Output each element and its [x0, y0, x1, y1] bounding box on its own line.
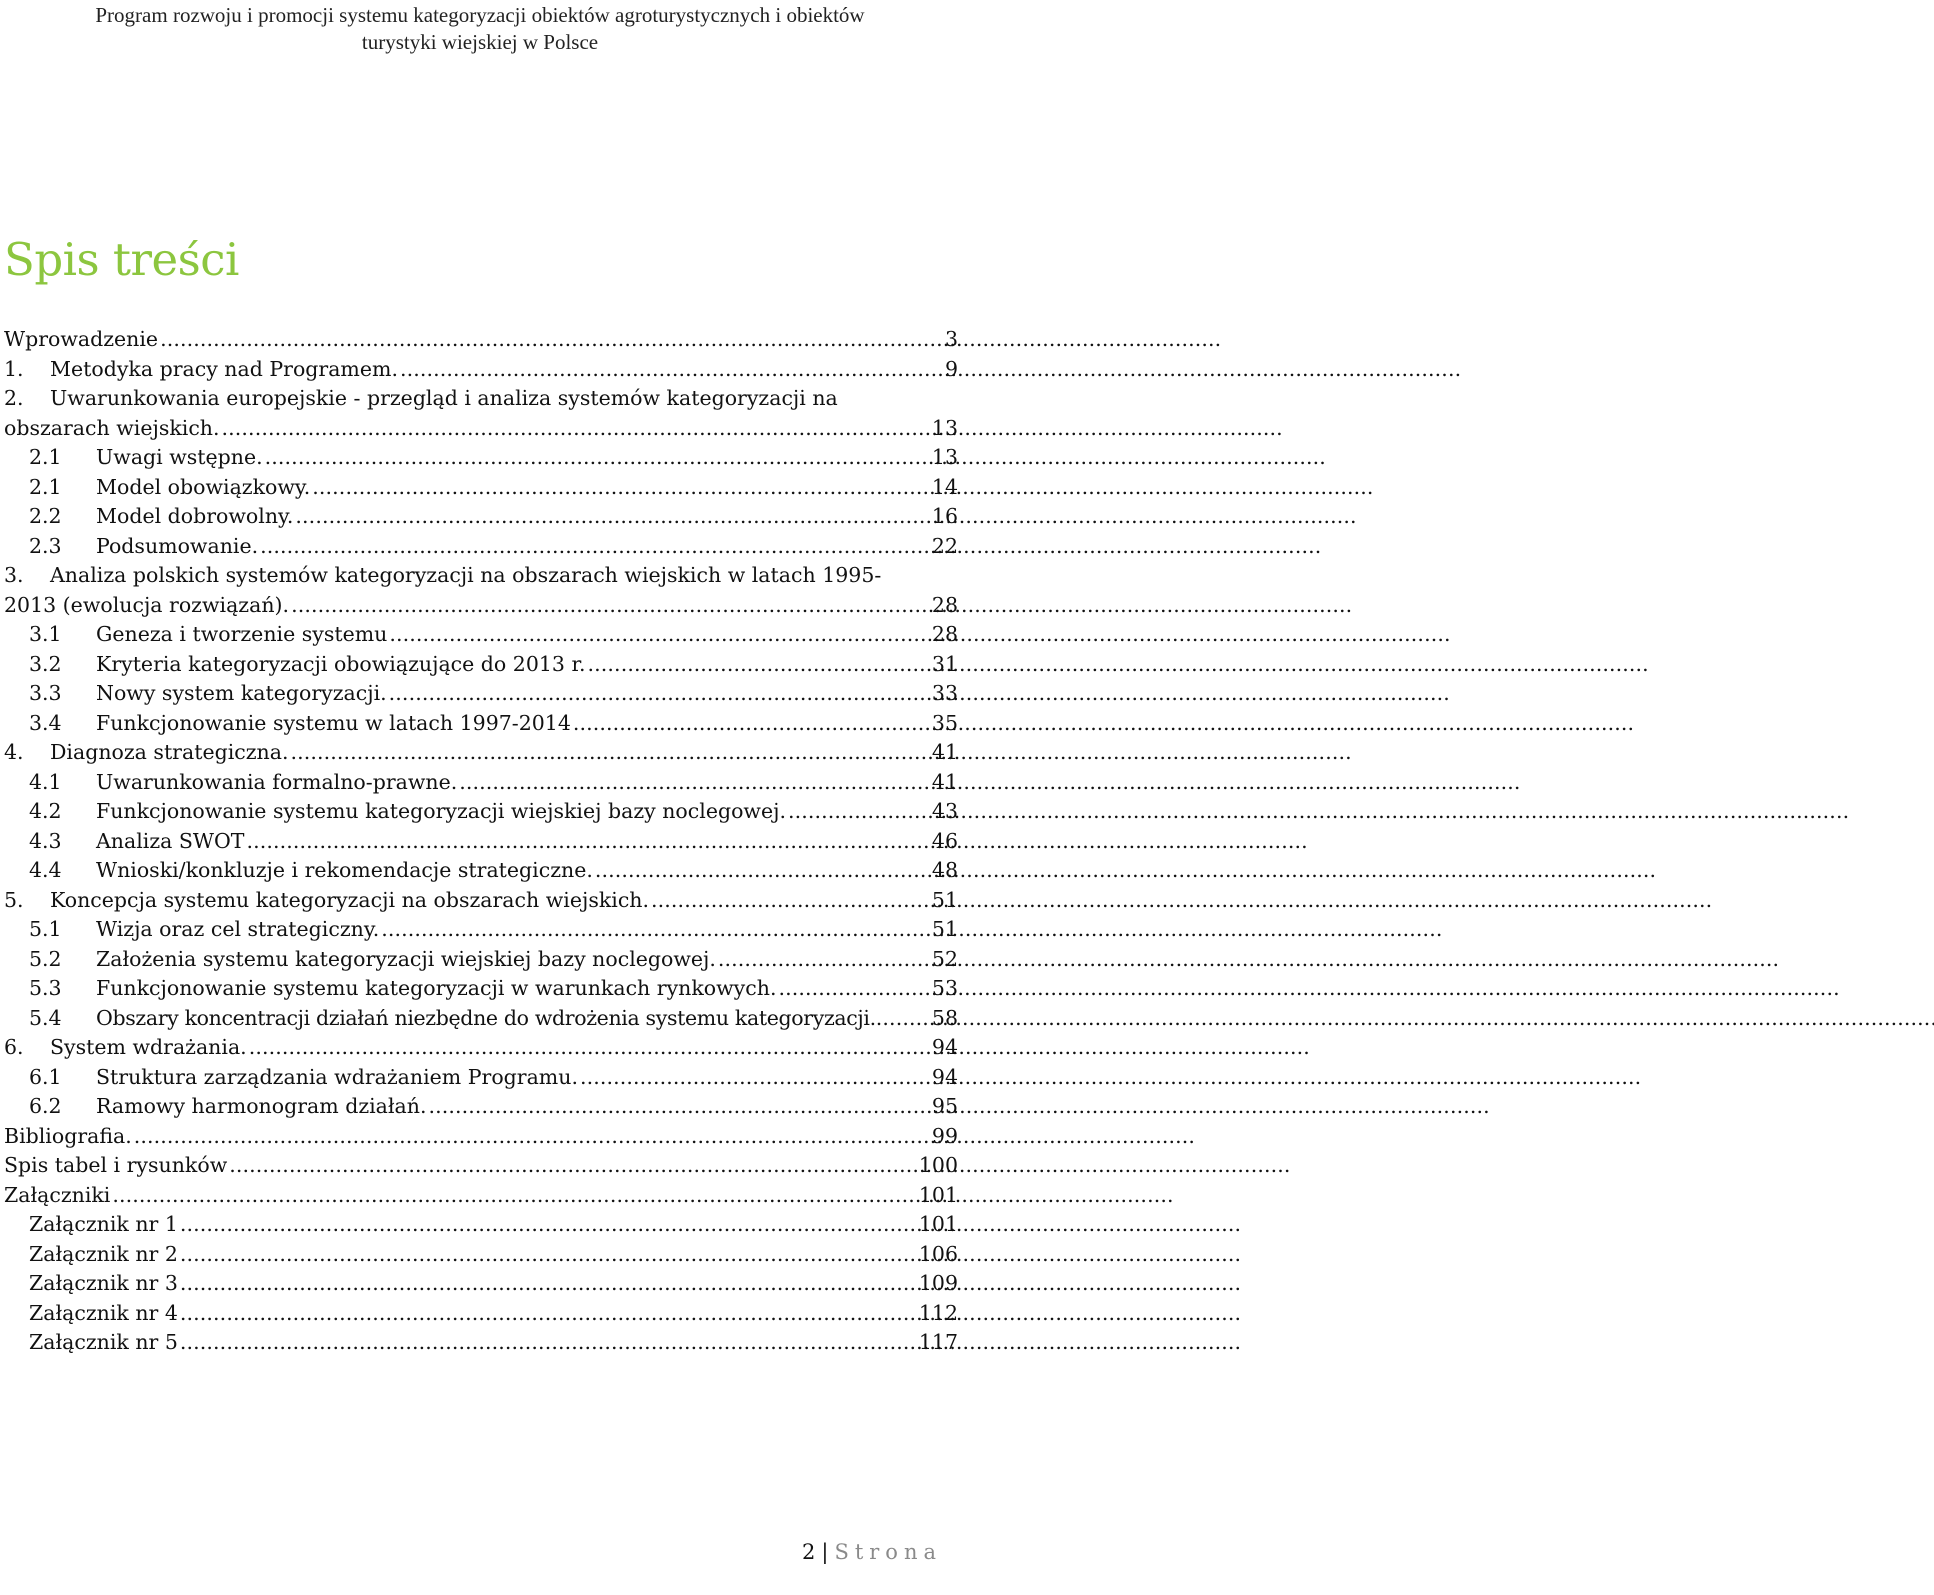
- toc-entry[interactable]: [4, 384, 958, 443]
- toc-dot-leader: [222, 414, 930, 444]
- toc-dot-leader: [295, 502, 929, 532]
- toc-entry-number: 4.1: [29, 769, 62, 794]
- toc-entry-number: 3.: [4, 563, 24, 587]
- toc-dot-leader: [718, 945, 930, 975]
- toc-entry-page: 95: [931, 1094, 958, 1118]
- toc-entry-text: Funkcjonowanie systemu w latach 1997-2014: [96, 710, 571, 735]
- toc-entry-text: Założenia systemu kategoryzacji wiejskiej bazy noclegowej.: [96, 946, 716, 971]
- toc-entry[interactable]: [4, 1210, 958, 1240]
- toc-entry-text: Model dobrowolny.: [96, 504, 294, 528]
- toc-entry[interactable]: [4, 915, 958, 945]
- toc-dot-leader: [180, 1328, 917, 1358]
- toc-dot-leader: [180, 1299, 917, 1329]
- toc-entry-page: 109: [918, 1271, 958, 1295]
- toc-entry-text: Załącznik nr 2: [29, 1241, 178, 1266]
- toc-entry-number: 6.2: [29, 1094, 62, 1118]
- toc-entry-text: Wizja oraz cel strategiczny.: [96, 917, 380, 941]
- toc-entry-text: Model obowiązkowy.: [96, 474, 311, 499]
- toc-entry[interactable]: [4, 1122, 958, 1152]
- toc-dot-leader: [290, 738, 929, 768]
- toc-dot-leader: [265, 443, 930, 473]
- toc-dot-leader: [180, 1240, 917, 1270]
- toc-entry[interactable]: [4, 709, 958, 739]
- toc-entry[interactable]: [4, 945, 958, 975]
- toc-entry[interactable]: [4, 532, 958, 562]
- page-footer: [802, 1536, 942, 1568]
- toc-entry-text: Analiza SWOT: [96, 828, 245, 853]
- toc-entry-text: Podsumowanie.: [96, 533, 259, 558]
- toc-dot-leader: [249, 1033, 930, 1063]
- toc-entry-text: Ramowy harmonogram działań.: [96, 1094, 427, 1118]
- toc-entry-text: Funkcjonowanie systemu kategoryzacji wiejskiej bazy noclegowej.: [96, 799, 786, 823]
- toc-entry-page: 28: [931, 592, 958, 617]
- toc-entry[interactable]: [4, 1033, 958, 1063]
- toc-entry-page: 31: [931, 651, 958, 676]
- toc-dot-leader: [459, 768, 930, 798]
- toc-entry-number: 3.3: [29, 681, 62, 705]
- toc-entry-page: 48: [931, 858, 958, 882]
- toc-entry-number: 2.2: [29, 504, 62, 528]
- toc-dot-leader: [778, 974, 929, 1004]
- toc-entry-text: Załącznik nr 4: [29, 1300, 178, 1325]
- toc-dot-leader: [160, 325, 943, 355]
- toc-entry-text: Spis tabel i rysunków: [4, 1153, 228, 1177]
- toc-entry[interactable]: [4, 1328, 958, 1358]
- toc-entry-page: 14: [931, 474, 958, 499]
- toc-entry[interactable]: [4, 561, 958, 620]
- toc-entry[interactable]: [4, 827, 958, 857]
- toc-dot-leader: [788, 797, 930, 827]
- toc-dot-leader: [389, 620, 930, 650]
- footer-page-label: Strona: [834, 1540, 942, 1564]
- toc-entry-number: 3.2: [29, 651, 62, 676]
- toc-entry-page: 58: [931, 1005, 958, 1030]
- toc-dot-leader: [180, 1269, 917, 1299]
- toc-entry-page: 101: [918, 1212, 958, 1236]
- toc-entry-text: Nowy system kategoryzacji.: [96, 681, 387, 705]
- toc-entry[interactable]: [4, 738, 958, 768]
- toc-entry-page: 13: [931, 415, 958, 440]
- toc-entry-number: 6.1: [29, 1064, 62, 1089]
- toc-entry-text: Diagnoza strategiczna.: [50, 740, 289, 764]
- table-of-contents: [4, 325, 958, 1358]
- toc-entry-page: 53: [931, 976, 958, 1000]
- running-header-line-2: turystyki wiejskiej w Polsce: [361, 30, 599, 54]
- toc-entry-number: 5.2: [29, 946, 62, 971]
- toc-entry-page: 35: [931, 710, 958, 735]
- toc-entry-page: 101: [918, 1182, 958, 1207]
- toc-entry-number: 3.1: [29, 622, 62, 646]
- toc-entry-page: 16: [931, 504, 958, 528]
- toc-dot-leader: [595, 856, 930, 886]
- toc-dot-leader: [573, 709, 930, 739]
- toc-entry-text: Geneza i tworzenie systemu: [96, 622, 388, 646]
- toc-entry-text: Funkcjonowanie systemu kategoryzacji w warunkach rynkowych.: [96, 976, 777, 1000]
- footer-page-number: 2: [801, 1540, 816, 1564]
- toc-entry-page: 46: [931, 828, 958, 853]
- toc-dot-leader: [876, 1004, 932, 1034]
- toc-dot-leader: [651, 886, 930, 916]
- toc-entry[interactable]: [4, 974, 958, 1004]
- toc-dot-leader: [112, 1181, 917, 1211]
- toc-entry-text: Uwagi wstępne.: [96, 445, 263, 469]
- toc-entry-page: 43: [931, 799, 958, 823]
- toc-entry[interactable]: [4, 620, 958, 650]
- toc-entry-text: Wprowadzenie: [4, 327, 159, 351]
- toc-entry-text: Załączniki: [4, 1182, 111, 1207]
- running-header: [0, 0, 960, 56]
- toc-entry-page: 3: [944, 327, 958, 351]
- toc-dot-leader: [229, 1151, 917, 1181]
- toc-entry-page: 33: [931, 681, 958, 705]
- toc-entry-text: Metodyka pracy nad Programem.: [50, 356, 398, 381]
- footer-separator: |: [821, 1540, 829, 1564]
- toc-entry[interactable]: [4, 679, 958, 709]
- toc-entry-text: Kryteria kategoryzacji obowiązujące do 2013 r.: [96, 651, 586, 676]
- toc-entry-page: 94: [931, 1064, 958, 1089]
- toc-entry-number: 2.1: [29, 474, 62, 499]
- toc-entry-number: 5.: [4, 887, 24, 912]
- toc-entry-number: 5.3: [29, 976, 62, 1000]
- running-header-line-1: Program rozwoju i promocji systemu kategoryzacji obiektów agroturystycznych i obiektów: [95, 3, 865, 27]
- toc-entry-number: 2.1: [29, 445, 62, 469]
- toc-entry[interactable]: [4, 856, 958, 886]
- toc-entry-page: 41: [931, 740, 958, 764]
- toc-entry-text-continued: 2013 (ewolucja rozwiązań).: [4, 592, 290, 617]
- toc-dot-leader: [246, 827, 929, 857]
- toc-entry-page: 41: [931, 769, 958, 794]
- toc-entry[interactable]: [4, 1004, 958, 1034]
- toc-entry[interactable]: [4, 473, 958, 503]
- toc-entry[interactable]: [4, 325, 958, 355]
- toc-entry-text: Wnioski/konkluzje i rekomendacje strategiczne.: [96, 858, 593, 882]
- toc-entry-page: 106: [918, 1241, 958, 1266]
- toc-dot-leader: [260, 532, 930, 562]
- toc-entry-number: 4.3: [29, 828, 62, 853]
- toc-entry[interactable]: [4, 1092, 958, 1122]
- toc-dot-leader: [429, 1092, 930, 1122]
- page-title: Spis treści: [4, 233, 239, 286]
- toc-dot-leader: [134, 1122, 930, 1152]
- toc-entry[interactable]: [4, 1063, 958, 1093]
- toc-entry[interactable]: [4, 1269, 958, 1299]
- toc-entry-number: 3.4: [29, 710, 62, 735]
- toc-entry-page: 9: [944, 356, 958, 381]
- toc-entry-number: 4.4: [29, 858, 62, 882]
- toc-entry-text: Uwarunkowania formalno-prawne.: [96, 769, 458, 794]
- toc-entry-text: Koncepcja systemu kategoryzacji na obszarach wiejskich.: [50, 887, 650, 912]
- toc-entry-page: 22: [931, 533, 958, 558]
- toc-entry[interactable]: [4, 1181, 958, 1211]
- toc-dot-leader: [381, 915, 930, 945]
- toc-entry-page: 51: [931, 887, 958, 912]
- toc-dot-leader: [312, 473, 930, 503]
- toc-entry-number: 2.: [4, 386, 24, 410]
- toc-dot-leader: [180, 1210, 917, 1240]
- toc-entry-number: 2.3: [29, 533, 62, 558]
- toc-entry-number: 1.: [4, 356, 24, 381]
- toc-entry-page: 100: [918, 1153, 958, 1177]
- toc-entry[interactable]: [4, 797, 958, 827]
- toc-entry-number: 4.: [4, 740, 24, 764]
- toc-entry-text: Załącznik nr 1: [29, 1212, 178, 1236]
- toc-entry-number: 4.2: [29, 799, 62, 823]
- toc-entry-page: 13: [931, 445, 958, 469]
- toc-dot-leader: [400, 355, 943, 385]
- toc-entry-text: Załącznik nr 5: [29, 1330, 178, 1354]
- toc-entry-text: Uwarunkowania europejskie - przegląd i analiza systemów kategoryzacji na: [50, 386, 838, 410]
- toc-entry-page: 28: [931, 622, 958, 646]
- toc-entry-text: Struktura zarządzania wdrażaniem Programu.: [96, 1064, 578, 1089]
- toc-dot-leader: [580, 1063, 930, 1093]
- toc-entry-page: 112: [918, 1300, 958, 1325]
- toc-entry-number: 5.1: [29, 917, 62, 941]
- toc-entry[interactable]: [4, 1299, 958, 1329]
- toc-entry[interactable]: [4, 502, 958, 532]
- toc-entry-text-continued: obszarach wiejskich.: [4, 415, 220, 440]
- toc-dot-leader: [291, 591, 930, 621]
- toc-entry[interactable]: [4, 355, 958, 385]
- toc-entry-text: Bibliografia.: [4, 1123, 132, 1148]
- toc-entry[interactable]: [4, 886, 958, 916]
- toc-entry-text: Analiza polskich systemów kategoryzacji na obszarach wiejskich w latach 1995-: [50, 563, 882, 587]
- toc-entry-page: 94: [931, 1035, 958, 1059]
- toc-entry-number: 5.4: [29, 1005, 62, 1030]
- toc-entry-number: 6.: [4, 1035, 24, 1059]
- toc-entry[interactable]: [4, 768, 958, 798]
- toc-entry-page: 52: [931, 946, 958, 971]
- toc-entry[interactable]: [4, 1240, 958, 1270]
- toc-entry-text: Obszary koncentracji działań niezbędne do wdrożenia systemu kategoryzacji.: [96, 1005, 876, 1030]
- toc-entry-text: System wdrażania.: [50, 1035, 247, 1059]
- toc-entry[interactable]: [4, 1151, 958, 1181]
- toc-entry-page: 99: [931, 1123, 958, 1148]
- toc-entry-text: Załącznik nr 3: [29, 1271, 178, 1295]
- toc-dot-leader: [588, 650, 930, 680]
- toc-entry[interactable]: [4, 443, 958, 473]
- toc-entry-page: 51: [931, 917, 958, 941]
- toc-entry[interactable]: [4, 650, 958, 680]
- toc-dot-leader: [389, 679, 930, 709]
- toc-entry-page: 117: [918, 1330, 958, 1354]
